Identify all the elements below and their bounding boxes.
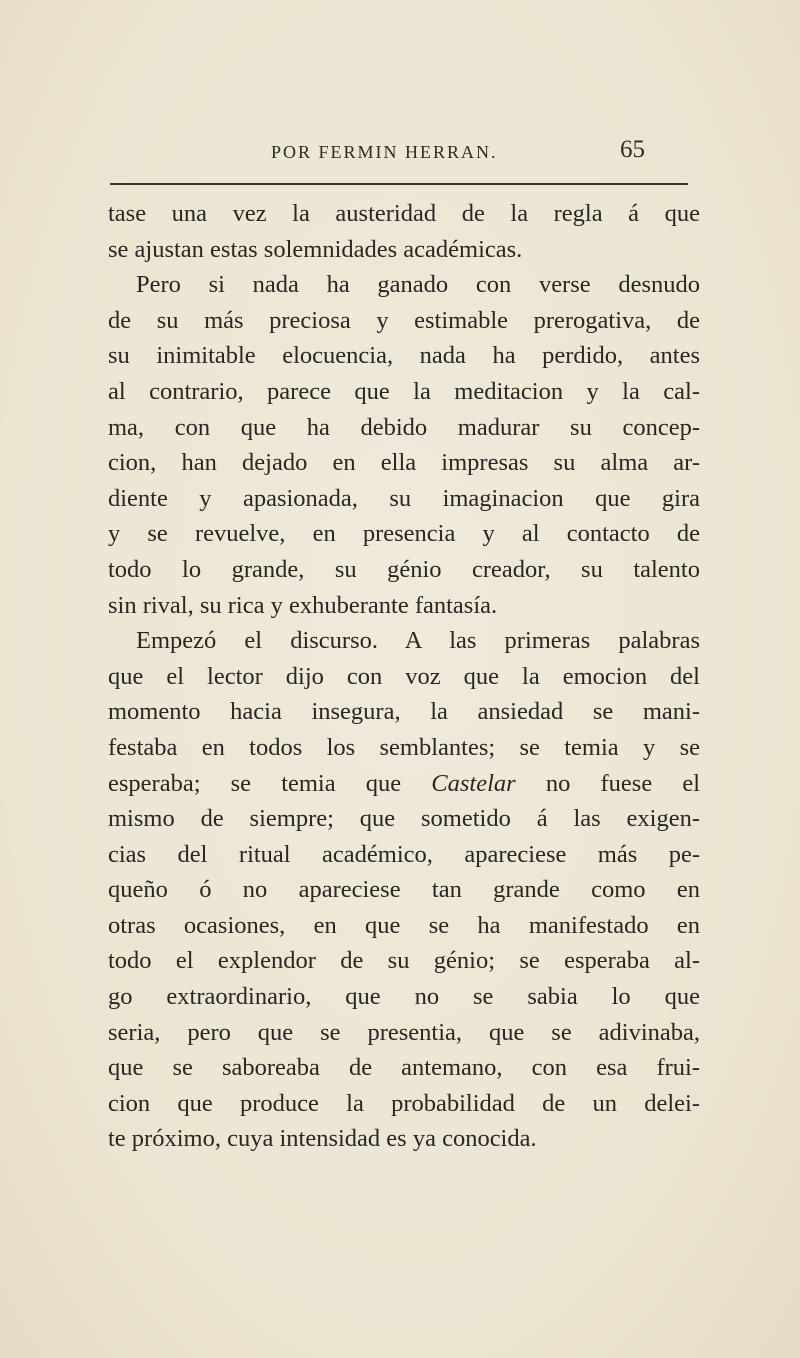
text-segment: esperaba; se temia que (108, 769, 402, 797)
text-line (108, 766, 700, 802)
text-line: mismo de siempre; que sometido á las exigen- (108, 805, 700, 833)
text-line: festaba en todos los semblantes; se temia y se (108, 733, 700, 761)
text-line: que el lector dijo con voz que la emocion del (108, 662, 700, 690)
text-line: se ajustan estas solemnidades académicas. (108, 235, 523, 263)
text-line: te próximo, cuya intensidad es ya conocida. (108, 1125, 537, 1153)
text-line: ma, con que ha debido madurar su concep- (108, 413, 700, 441)
text-line: cias del ritual académico, apareciese más pe- (108, 840, 700, 868)
text-line: su inimitable elocuencia, nada ha perdido, antes (108, 342, 700, 370)
text-line: Empezó el discurso. A las primeras palabras (136, 627, 700, 655)
text-line: queño ó no apareciese tan grande como en (108, 876, 700, 904)
text-line: sin rival, su rica y exhuberante fantasía. (108, 591, 498, 619)
running-head: POR FERMIN HERRAN. (271, 142, 498, 162)
text-line: momento hacia insegura, la ansiedad se mani- (108, 698, 700, 726)
text-line: al contrario, parece que la meditacion y la cal- (108, 377, 700, 405)
author-name-italic: Castelar (431, 769, 516, 797)
text-line: seria, pero que se presentia, que se adivinaba, (108, 1018, 700, 1046)
text-line: y se revuelve, en presencia y al contacto de (108, 520, 700, 548)
text-line: go extraordinario, que no se sabia lo que (108, 983, 700, 1011)
text-line: tase una vez la austeridad de la regla á que (108, 200, 700, 227)
text-line: que se saboreaba de antemano, con esa frui- (108, 1054, 700, 1082)
text-line: Pero si nada ha ganado con verse desnudo (136, 271, 700, 299)
text-segment: no fuese el (545, 769, 701, 797)
body-text (108, 196, 708, 1157)
text-line: diente y apasionada, su imaginacion que gira (108, 484, 700, 512)
text-line: todo lo grande, su génio creador, su talento (108, 555, 700, 583)
page-number: 65 (620, 136, 645, 163)
text-line: todo el explendor de su génio; se esperaba al- (108, 947, 700, 975)
header-rule (110, 183, 688, 185)
text-line: de su más preciosa y estimable prerogativa, de (108, 306, 700, 334)
page-header (108, 136, 688, 170)
text-line: otras ocasiones, en que se ha manifestado en (108, 911, 700, 939)
text-line: cion, han dejado en ella impresas su alma ar- (108, 449, 700, 477)
text-line: cion que produce la probabilidad de un delei- (108, 1089, 700, 1117)
